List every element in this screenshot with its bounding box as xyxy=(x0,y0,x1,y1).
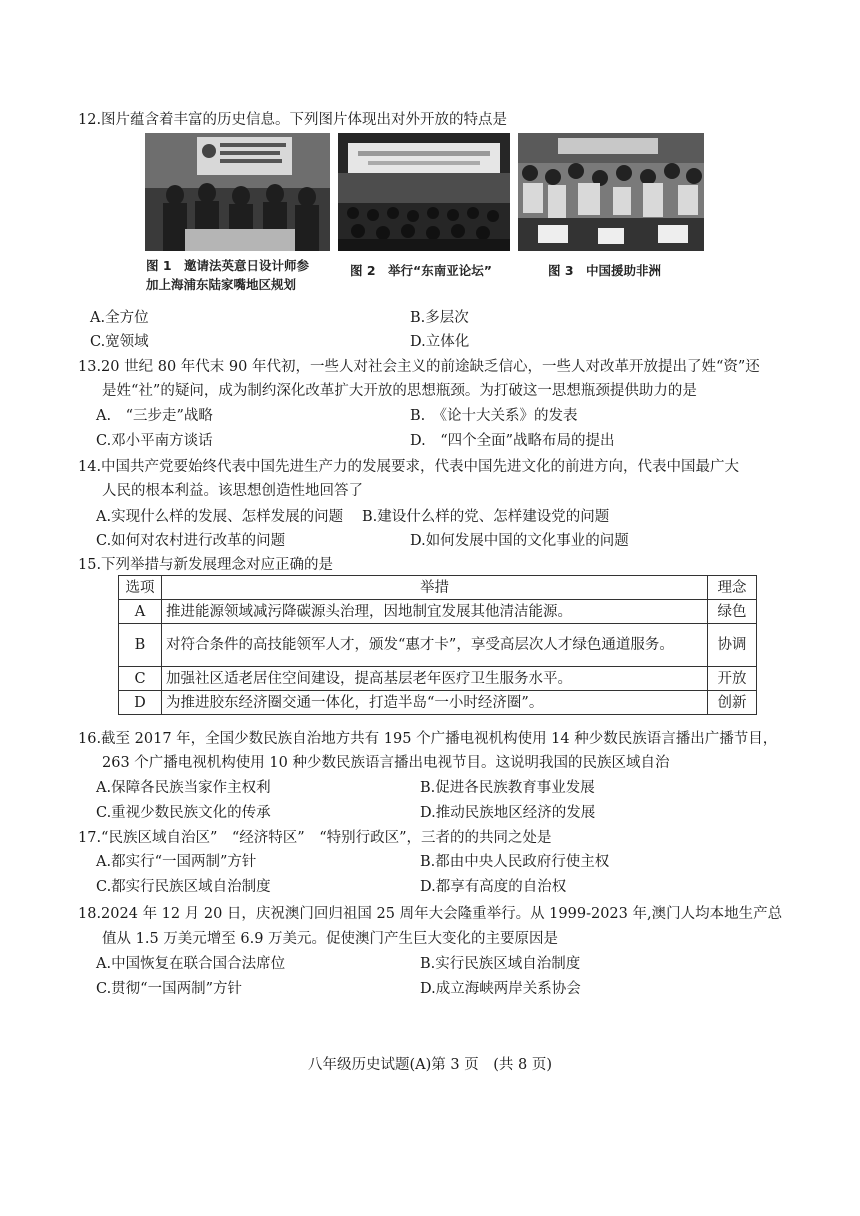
q14-stem-line-1: 14.中国共产党要始终代表中国先进生产力的发展要求，代表中国先进文化的前进方向，代表中国最广大 xyxy=(78,459,740,475)
table-cell-concept: 协调 xyxy=(708,624,757,667)
q12-stem: 12.图片蕴含着丰富的历史信息。下列图片体现出对外开放的特点是 xyxy=(78,112,508,128)
figure-1-caption-line-2: 加上海浦东陆家嘴地区规划 xyxy=(146,277,297,292)
q14-option-b: B.建设什么样的党、怎样建设党的问题 xyxy=(362,509,610,525)
table-header-measure: 举措 xyxy=(162,576,708,600)
q12-option-d: D.立体化 xyxy=(410,334,470,350)
table-header-row xyxy=(119,576,757,600)
table-row xyxy=(119,691,757,715)
q14-option-d: D.如何发展中国的文化事业的问题 xyxy=(410,533,629,549)
q18-stem-line-1: 18.2024 年 12 月 20 日，庆祝澳门回归祖国 25 周年大会隆重举行。从 1999-2023 年,澳门人均本地生产总 xyxy=(78,906,783,922)
table-row xyxy=(119,624,757,667)
q18-option-d: D.成立海峡两岸关系协会 xyxy=(420,981,581,997)
q15-stem: 15.下列举措与新发展理念对应正确的是 xyxy=(78,557,334,573)
figure-3-caption: 图 3 中国援助非洲 xyxy=(548,263,662,278)
q16-option-c: C.重视少数民族文化的传承 xyxy=(96,805,271,821)
table-header-option: 选项 xyxy=(119,576,162,600)
table-cell-measure: 推进能源领域减污降碳源头治理，因地制宜发展其他清洁能源。 xyxy=(162,600,708,624)
table-cell-measure: 加强社区适老居住空间建设，提高基层老年医疗卫生服务水平。 xyxy=(162,667,708,691)
figure-2-photo xyxy=(338,133,510,251)
q12-option-b: B.多层次 xyxy=(410,310,469,326)
q12-option-a: A.全方位 xyxy=(90,310,149,326)
table-row xyxy=(119,667,757,691)
table-cell-concept: 创新 xyxy=(708,691,757,715)
q12-option-c: C.宽领域 xyxy=(90,334,149,350)
figure-1-caption-line-1: 图 1 邀请法英意日设计师参 xyxy=(146,258,310,273)
q18-option-c: C.贯彻“一国两制”方针 xyxy=(96,981,243,997)
q16-stem-line-2: 263 个广播电视机构使用 10 种少数民族语言播出电视节目。这说明我国的民族区域自治 xyxy=(102,755,670,771)
figure-3-photo xyxy=(518,133,704,251)
table-cell-concept: 开放 xyxy=(708,667,757,691)
q14-stem-line-2: 人民的根本利益。该思想创造性地回答了 xyxy=(102,483,363,499)
q14-option-c: C.如何对农村进行改革的问题 xyxy=(96,533,286,549)
q13-option-c: C.邓小平南方谈话 xyxy=(96,433,213,449)
q13-stem-line-2: 是姓“社”的疑问，成为制约深化改革扩大开放的思想瓶颈。为打破这一思想瓶颈提供助力的是 xyxy=(102,383,697,399)
q18-stem-line-2: 值从 1.5 万美元增至 6.9 万美元。促使澳门产生巨大变化的主要原因是 xyxy=(102,931,559,947)
q18-option-a: A.中国恢复在联合国合法席位 xyxy=(96,956,286,972)
q15-table xyxy=(118,575,757,715)
table-cell-measure: 对符合条件的高技能领军人才，颁发“惠才卡”，享受高层次人才绿色通道服务。 xyxy=(162,624,708,667)
q16-stem-line-1: 16.截至 2017 年，全国少数民族自治地方共有 195 个广播电视机构使用 14 种少数民族语言播出广播节目， xyxy=(78,731,778,747)
table-cell-option: C xyxy=(119,667,162,691)
q17-option-c: C.都实行民族区域自治制度 xyxy=(96,879,271,895)
q13-stem-line-1: 13.20 世纪 80 年代末 90 年代初，一些人对社会主义的前途缺乏信心，一些人对改革开放提出了姓“资”还 xyxy=(78,359,760,375)
table-cell-measure: 为推进胶东经济圈交通一体化，打造半岛“一小时经济圈”。 xyxy=(162,691,708,715)
q16-option-b: B.促进各民族教育事业发展 xyxy=(420,780,595,796)
q17-stem: 17.“民族区域自治区” “经济特区” “特别行政区”，三者的的共同之处是 xyxy=(78,830,552,846)
q17-option-b: B.都由中央人民政府行使主权 xyxy=(420,854,610,870)
q17-option-d: D.都享有高度的自治权 xyxy=(420,879,567,895)
table-cell-option: D xyxy=(119,691,162,715)
table-header-concept: 理念 xyxy=(708,576,757,600)
q13-option-d: D. “四个全面”战略布局的提出 xyxy=(410,433,615,449)
q16-option-a: A.保障各民族当家作主权利 xyxy=(96,780,271,796)
figure-1-photo xyxy=(145,133,330,251)
table-cell-option: B xyxy=(119,624,162,667)
q17-option-a: A.都实行“一国两制”方针 xyxy=(96,854,257,870)
page-footer: 八年级历史试题(A)第 3 页 (共 8 页) xyxy=(308,1057,552,1073)
q14-option-a: A.实现什么样的发展、怎样发展的问题 xyxy=(96,509,344,525)
table-cell-concept: 绿色 xyxy=(708,600,757,624)
table-row xyxy=(119,600,757,624)
q16-option-d: D.推动民族地区经济的发展 xyxy=(420,805,596,821)
figure-2-caption: 图 2 举行“东南亚论坛” xyxy=(350,263,492,278)
q13-option-b: B. 《论十大关系》的发表 xyxy=(410,408,578,424)
q18-option-b: B.实行民族区域自治制度 xyxy=(420,956,581,972)
q13-option-a: A. “三步走”战略 xyxy=(96,408,213,424)
table-cell-option: A xyxy=(119,600,162,624)
